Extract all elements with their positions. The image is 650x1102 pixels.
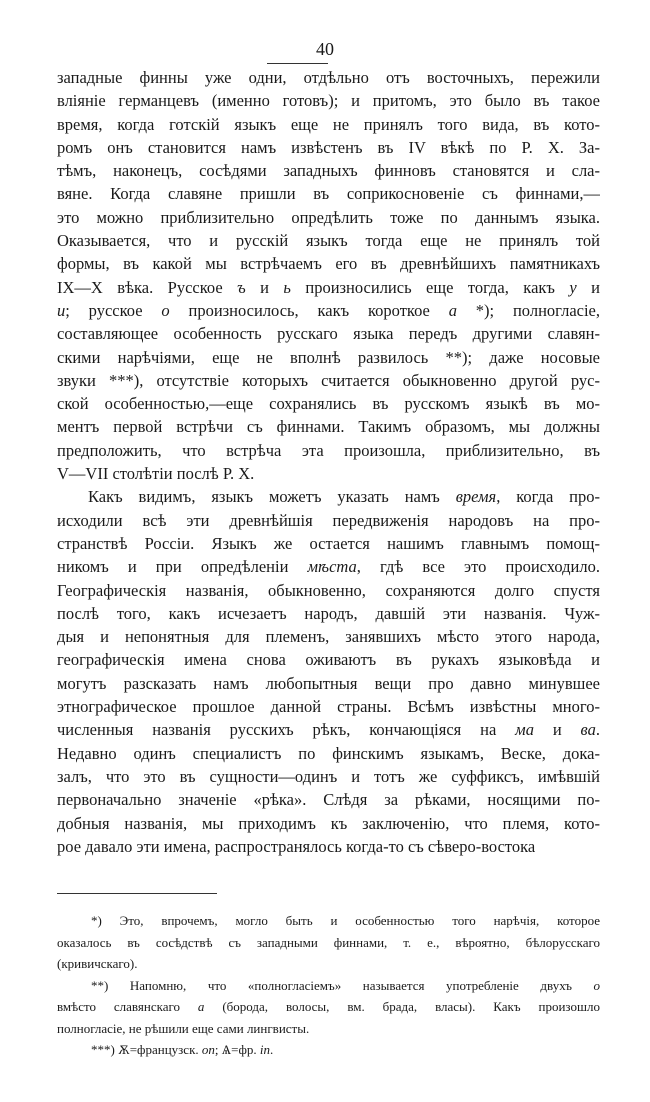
text-segment: вмѣсто славянскаго [57, 999, 198, 1014]
text-line [57, 695, 600, 718]
text-segment: . [595, 720, 600, 740]
text-line [57, 159, 600, 182]
text-segment: *); полногласіе, [456, 300, 600, 320]
footnote-divider [57, 893, 217, 894]
text-segment: произносилось, какъ короткое [169, 300, 449, 320]
text-segment: вліяніе германцевъ (именно готовъ); и притомъ, это было въ такое [57, 91, 600, 111]
italic-text: ма [515, 720, 534, 740]
italic-text: ва [580, 720, 596, 740]
italic-text: on [201, 1042, 215, 1057]
text-line [57, 89, 600, 112]
text-segment: ментъ первой встрѣчи съ финнами. Такимъ образомъ, мы должны [57, 417, 600, 437]
text-segment: это можно приблизительно опредѣлить тоже по даннымъ языка. [57, 207, 600, 227]
text-segment: скими нарѣчіями, еще не вполнѣ развилось **); даже носовые [57, 347, 600, 367]
text-line [57, 996, 600, 1018]
text-segment: и [576, 277, 600, 297]
text-line [57, 206, 600, 229]
text-line [57, 765, 600, 788]
text-segment: . [270, 1042, 274, 1057]
text-segment: дыя и непонятныя для племенъ, занявшихъ мѣсто этого народа, [57, 627, 600, 647]
text-segment: *) Это, впрочемъ, могло быть и особенностью того нарѣчія, которое [91, 913, 600, 928]
text-line [57, 252, 600, 275]
italic-text: мѣста [307, 557, 357, 577]
italic-text: а [197, 999, 205, 1014]
text-segment: ; Ѧ=фр. [214, 1042, 260, 1057]
text-line [57, 229, 600, 252]
text-line [57, 672, 600, 695]
text-line [57, 509, 600, 532]
text-segment: тѣмъ, наконецъ, сосѣдями западныхъ финновъ становятся и сла- [57, 161, 600, 181]
text-line [57, 1039, 600, 1061]
text-line [57, 439, 600, 462]
text-line [57, 66, 600, 89]
page-number: 40 [316, 39, 334, 59]
text-line [57, 625, 600, 648]
text-line [57, 322, 600, 345]
text-line [57, 910, 600, 932]
text-segment: рое давало эти имена, распространялось когда-то съ сѣверо-востока [57, 836, 536, 856]
text-segment: , когда про- [496, 487, 600, 507]
text-segment: исходили всѣ эти древнѣйшія передвиженія народовъ на про- [57, 510, 600, 530]
italic-text: о [593, 977, 600, 993]
text-line [57, 369, 600, 392]
footnotes [57, 910, 600, 1061]
text-segment: формы, въ какой мы встрѣчаемъ его въ древнѣйшихъ памятникахъ [57, 254, 600, 274]
text-segment: и [245, 277, 284, 297]
text-segment: ; русское [65, 300, 162, 320]
page-number-rule [267, 63, 328, 64]
body-text [57, 66, 600, 858]
text-line [57, 532, 600, 555]
text-segment: (борода, волосы, вм. брада, власы). Какъ произошло [204, 999, 600, 1014]
text-line [57, 812, 600, 835]
text-segment: ромъ онъ становится намъ извѣстенъ въ IV вѣкѣ по Р. X. За- [57, 137, 600, 157]
text-segment: численныя названія русскихъ рѣкъ, кончающіяся на [57, 720, 516, 740]
text-line [57, 975, 600, 997]
text-segment: ***) Ѫ=французск. [91, 1042, 202, 1057]
text-segment: добныя названія, мы приходимъ къ заключенію, что племя, кото- [57, 813, 600, 833]
text-line [57, 648, 600, 671]
text-segment: могутъ разсказать намъ любопытныя вещи про давно минувшее [57, 673, 600, 693]
text-line [57, 485, 600, 508]
text-line [57, 299, 600, 322]
text-segment: предположить, что встрѣча эта произошла, приблизительно, въ [57, 440, 600, 460]
text-segment: звуки ***), отсутствіе которыхъ считается обыкновенно другой рус- [57, 370, 600, 390]
text-line [57, 555, 600, 578]
text-segment: время, когда готскій языкъ еще не принялъ того вида, въ кото- [57, 114, 600, 134]
text-segment: залъ, что это въ сущности—одинъ и тотъ же суффиксъ, имѣвшій [57, 766, 600, 786]
italic-text: ъ [237, 277, 246, 297]
text-line [57, 346, 600, 369]
text-segment: составляющее особенность русскаго языка передъ другими славян- [57, 324, 600, 344]
text-segment: (кривичскаго). [57, 956, 138, 971]
text-segment: Географическія названія, обыкновенно, сохраняются долго спустя [57, 580, 600, 600]
text-line [57, 742, 600, 765]
text-line [57, 1018, 600, 1040]
text-line [57, 113, 600, 136]
text-line [57, 788, 600, 811]
text-line [57, 276, 600, 299]
text-segment: полногласіе, не рѣшили еще сами лингвисты. [57, 1020, 310, 1036]
text-line [57, 579, 600, 602]
text-segment: географическія имена снова оживаютъ въ рукахъ языковѣда и [57, 650, 600, 670]
text-segment: **) Напомню, что «полногласіемъ» называется употребленіе двухъ [91, 977, 594, 993]
italic-text: ь [283, 277, 291, 297]
text-segment: Какъ видимъ, языкъ можетъ указать намъ [88, 487, 456, 507]
text-segment: IX—X вѣка. Русское [57, 277, 238, 297]
italic-text: и [57, 300, 66, 320]
text-line [57, 462, 600, 485]
text-line [57, 718, 600, 741]
text-line [57, 415, 600, 438]
paragraph [57, 485, 600, 858]
text-segment: оказалось въ сосѣдствѣ съ западными финнами, т. е., вѣроятно, бѣлорусскаго [57, 934, 600, 950]
text-line [57, 602, 600, 625]
text-line [57, 835, 600, 858]
text-segment: первоначально значеніе «рѣка». Слѣдя за рѣками, носящими по- [57, 790, 600, 810]
italic-text: у [569, 277, 577, 297]
text-segment: Оказывается, что и русскій языкъ тогда еще не принялъ той [57, 231, 600, 251]
text-segment: и [533, 720, 581, 740]
text-segment: этнографическое прошлое данной страны. Всѣмъ извѣстны много- [57, 697, 600, 717]
italic-text: in [259, 1042, 271, 1057]
text-segment: , гдѣ все это происходило. [356, 557, 600, 577]
text-segment: странствѣ Россіи. Языкъ же остается нашимъ главнымъ помощ- [57, 533, 600, 553]
paragraph [57, 66, 600, 485]
text-segment: никомъ и при опредѣленіи [57, 557, 308, 577]
text-line [57, 136, 600, 159]
text-line [57, 182, 600, 205]
text-segment: V—VII столѣтіи послѣ Р. X. [57, 464, 255, 484]
footnote [57, 1039, 600, 1061]
text-segment: ской особенностью,—еще сохранялись въ русскомъ языкѣ въ мо- [57, 394, 600, 414]
italic-text: а [448, 300, 457, 320]
footnote [57, 910, 600, 975]
text-segment: послѣ того, какъ исчезаетъ народъ, давшій эти названія. Чуж- [57, 603, 600, 623]
italic-text: время [455, 487, 497, 507]
text-line [57, 932, 600, 954]
text-line [57, 392, 600, 415]
footnote [57, 975, 600, 1040]
text-segment: Недавно одинъ специалистъ по финскимъ языкамъ, Веске, дока- [57, 743, 600, 763]
italic-text: о [161, 300, 170, 320]
text-segment: вяне. Когда славяне пришли въ соприкосновеніе съ финнами,— [57, 184, 600, 204]
text-segment: западные финны уже одни, отдѣльно отъ восточныхъ, пережили [57, 68, 600, 87]
text-line [57, 953, 600, 975]
text-segment: произносились еще тогда, какъ [290, 277, 570, 297]
